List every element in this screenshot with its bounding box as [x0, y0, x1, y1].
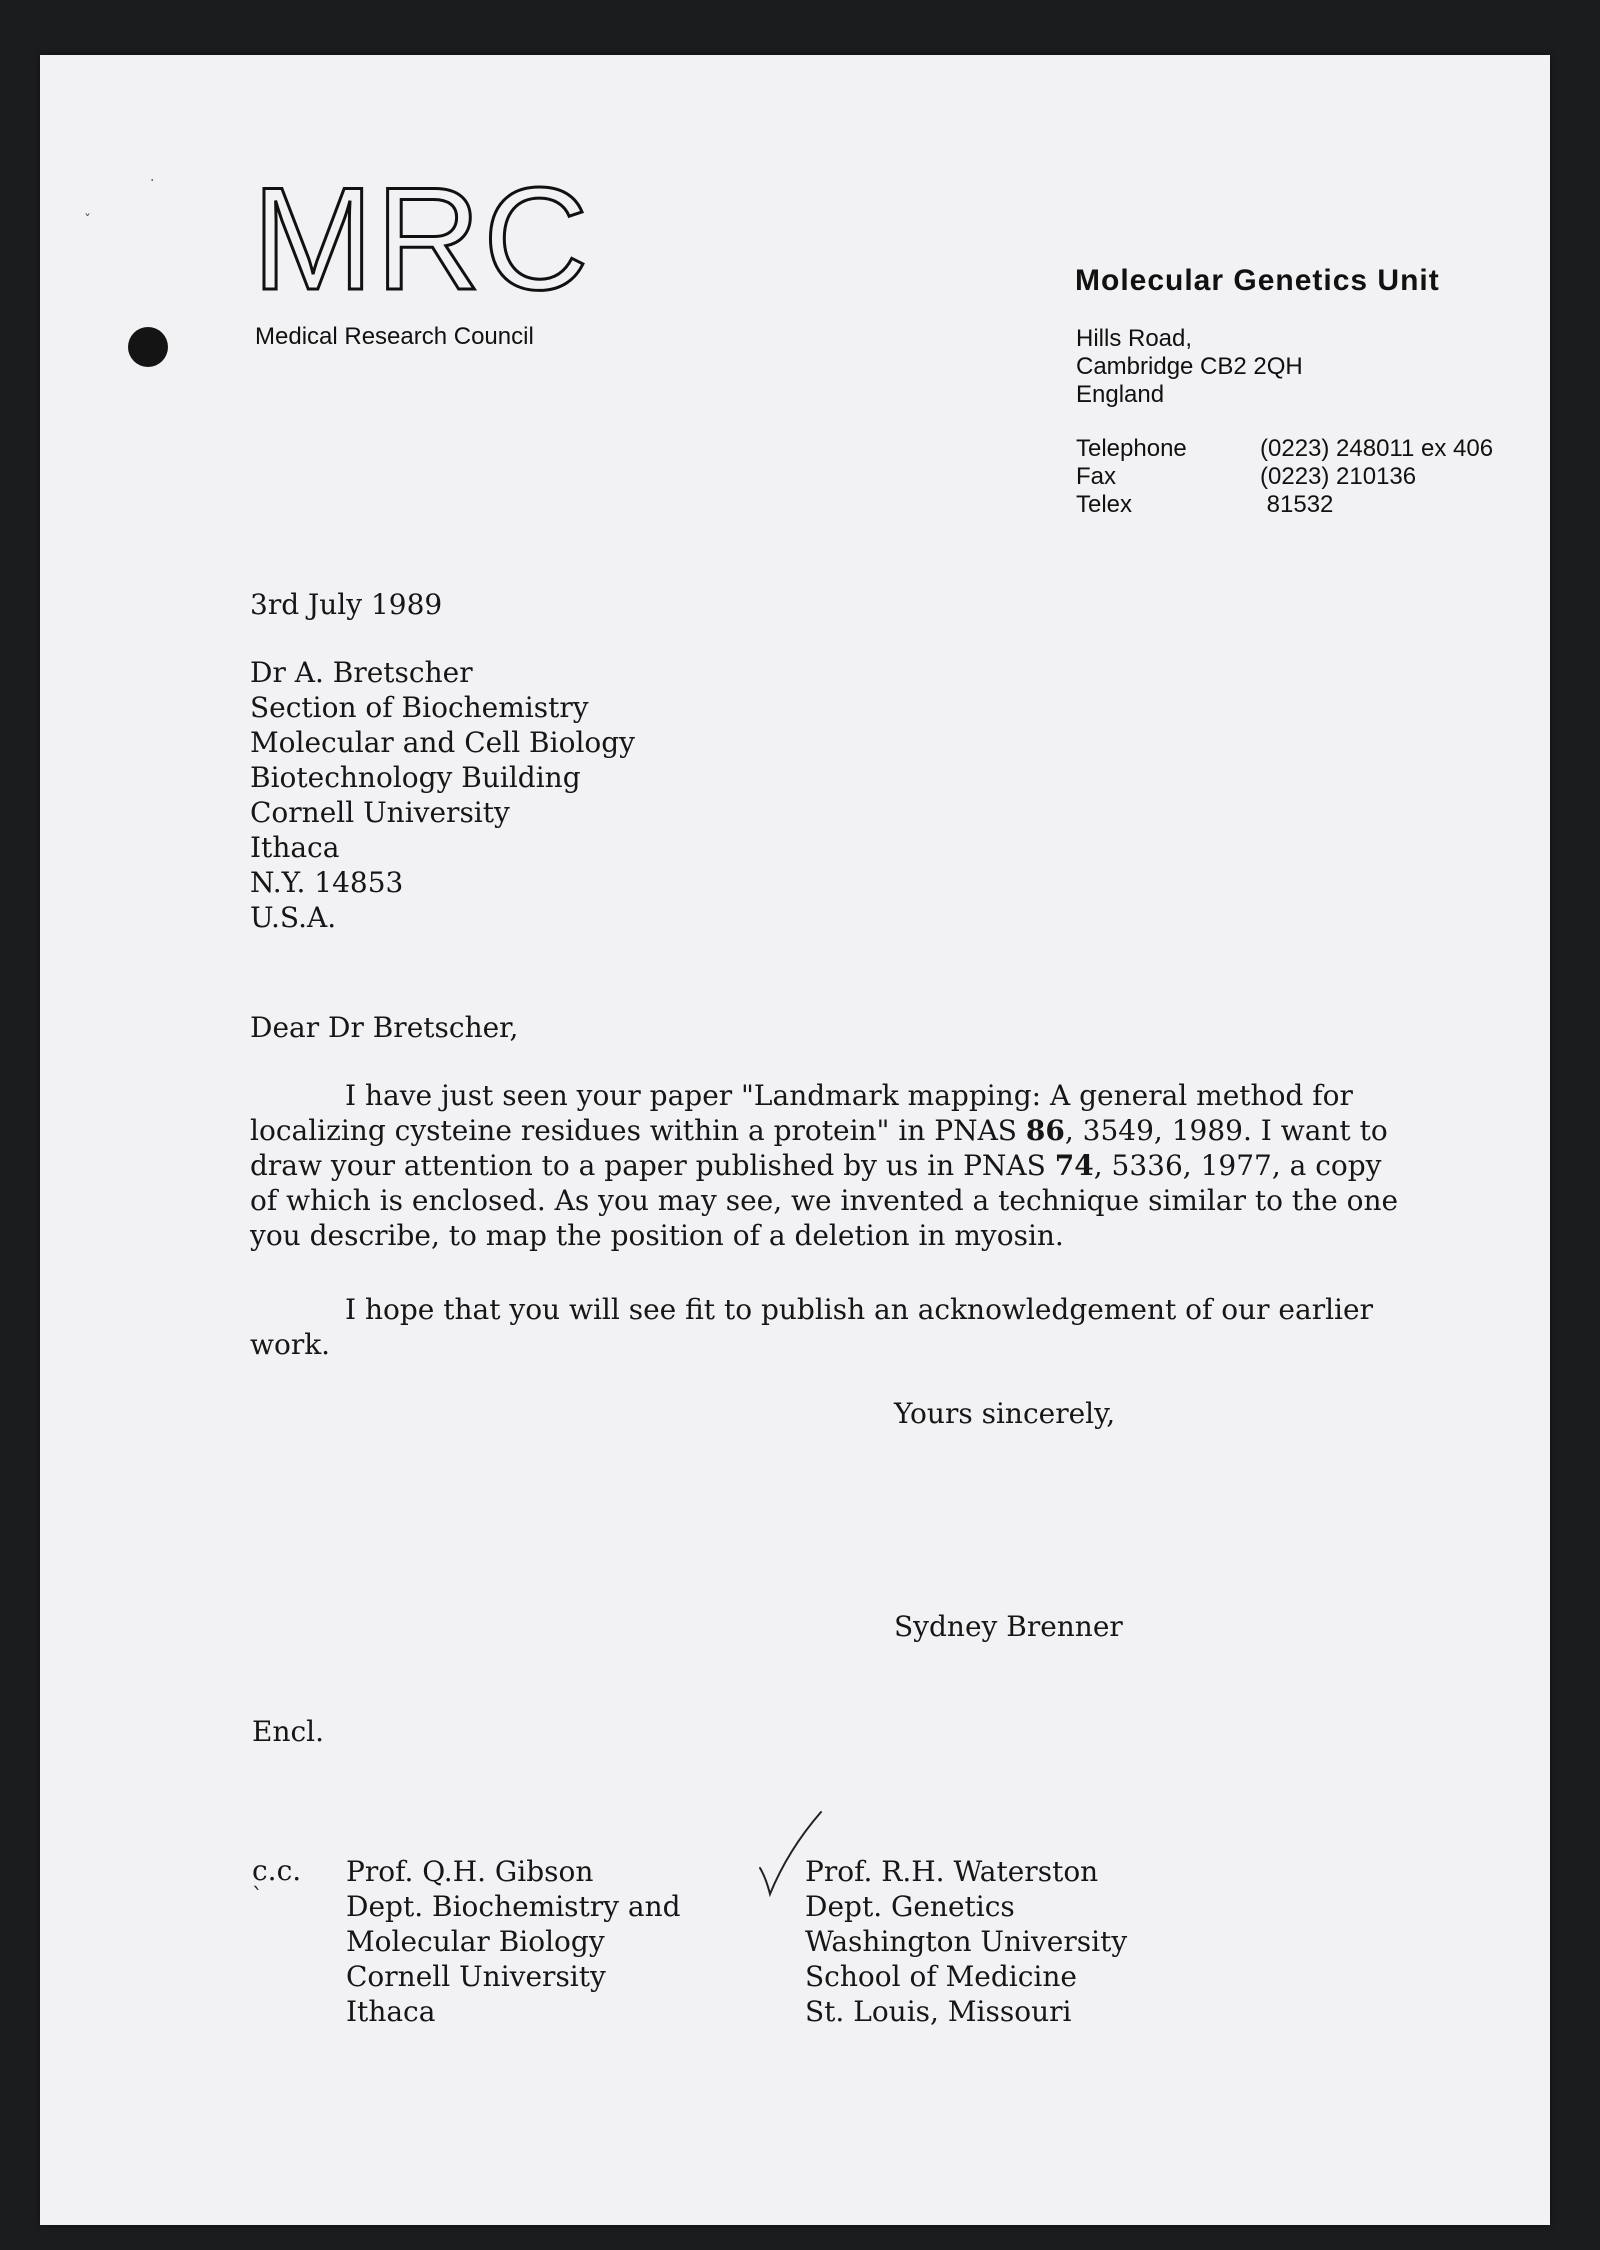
body-paragraph-2 [250, 1292, 1400, 1362]
enclosure-note: Encl. [252, 1715, 325, 1748]
recipient-line: U.S.A. [250, 901, 337, 934]
cc-line: St. Louis, Missouri [805, 1995, 1072, 2028]
contact-row-fax [1076, 463, 1493, 491]
recipient-line: Biotechnology Building [250, 761, 581, 794]
punch-hole [128, 327, 168, 367]
address-line: Hills Road, [1076, 325, 1193, 352]
address-line: Cambridge CB2 2QH [1076, 353, 1303, 380]
mrc-logo [252, 183, 592, 295]
contact-value: (0223) 248011 ex 406 [1260, 435, 1494, 462]
cc-line: Dept. Genetics [805, 1890, 1015, 1923]
recipient-line: Dr A. Bretscher [250, 656, 473, 689]
contact-label: Telex [1076, 491, 1133, 518]
cc-recipient [346, 1854, 681, 2029]
salutation: Dear Dr Bretscher, [250, 1011, 519, 1044]
journal-volume: 74 [1054, 1149, 1094, 1182]
cc-line: Ithaca [346, 1995, 436, 2028]
recipient-address [250, 655, 635, 935]
paper-speck: · [150, 173, 155, 189]
contact-label: Fax [1076, 463, 1117, 490]
signer-name: Sydney Brenner [894, 1610, 1123, 1643]
recipient-line: Section of Biochemistry [250, 691, 589, 724]
paragraph-text: I hope that you will see fit to publish an acknowledgement of our earlier work. [250, 1293, 1373, 1361]
cc-line: Washington University [805, 1925, 1128, 1958]
cc-line: Dept. Biochemistry and [346, 1890, 681, 1923]
paper-speck: ˇ [84, 213, 91, 229]
letter-date: 3rd July 1989 [250, 588, 443, 621]
cc-label: c.c. [252, 1854, 302, 1887]
stray-mark: ` [252, 1885, 263, 1910]
cc-line: Prof. Q.H. Gibson [346, 1855, 594, 1888]
unit-name: Molecular Genetics Unit [1075, 264, 1440, 297]
closing: Yours sincerely, [894, 1397, 1116, 1430]
paragraph-text: , 3549, 1989. I want to draw your attention to a paper published by us in PNAS [250, 1114, 1388, 1182]
paragraph-text: , 5336, 1977, a copy of which is enclosed. As you may see, we invented a technique similar to the one you describe, to map the position of a deletion in myosin. [250, 1149, 1399, 1252]
paragraph-text: I have just seen your paper "Landmark mapping: A general method for localizing cysteine residues within a protein" in PNAS [250, 1079, 1353, 1147]
letter-page [40, 55, 1550, 2225]
cc-recipient [805, 1854, 1127, 2029]
unit-address [1076, 325, 1303, 409]
recipient-line: N.Y. 14853 [250, 866, 404, 899]
cc-line: Cornell University [346, 1960, 606, 1993]
cc-line: Molecular Biology [346, 1925, 605, 1958]
contact-label: Telephone [1076, 435, 1187, 462]
recipient-line: Cornell University [250, 796, 510, 829]
mrc-logo-text: MRC [252, 183, 591, 295]
contact-details [1076, 435, 1493, 519]
recipient-line: Ithaca [250, 831, 340, 864]
contact-row-telephone [1076, 435, 1493, 463]
journal-volume: 86 [1025, 1114, 1065, 1147]
organization-name: Medical Research Council [255, 323, 534, 350]
body-paragraph-1 [250, 1078, 1400, 1253]
contact-value: (0223) 210136 [1260, 463, 1417, 490]
contact-row-telex [1076, 491, 1493, 519]
address-line: England [1076, 381, 1165, 408]
cc-line: School of Medicine [805, 1960, 1077, 1993]
cc-line: Prof. R.H. Waterston [805, 1855, 1099, 1888]
recipient-line: Molecular and Cell Biology [250, 726, 635, 759]
contact-value: 81532 [1260, 491, 1334, 518]
